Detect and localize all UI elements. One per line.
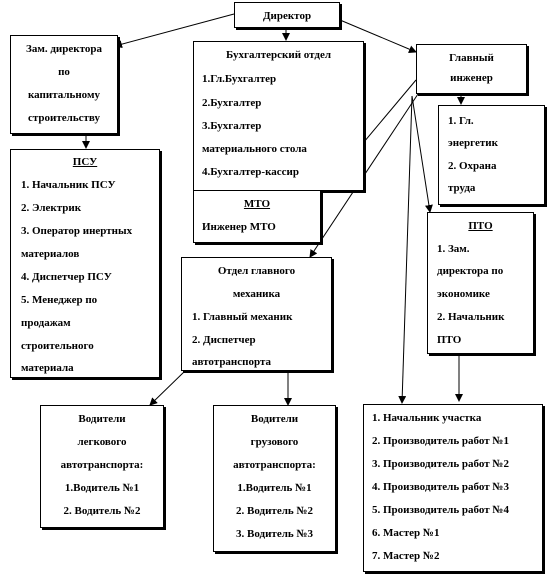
deputy-line-4: строительству <box>28 112 100 124</box>
mechanic-line-2: механика <box>232 288 281 300</box>
mto-box <box>193 190 321 243</box>
psu-item-5-cont-2: строительного <box>21 340 94 352</box>
drivers-light-box <box>40 405 164 528</box>
engineer-line-1: Главный <box>449 52 494 64</box>
light-line-2: легкового <box>77 436 127 448</box>
accounting-item-1: 1.Гл.Бухгалтер <box>202 73 277 85</box>
engineer-line-2: инженер <box>450 72 493 84</box>
energy-safety-box <box>438 105 545 205</box>
mechanic-line-1: Отдел главного <box>217 265 296 277</box>
site-item-6: 6. Мастер №1 <box>372 527 440 539</box>
psu-box <box>10 149 160 378</box>
deputy-line-3: капитальному <box>28 89 100 101</box>
energy-item-2-cont: труда <box>448 182 476 194</box>
director-title: Директор <box>262 10 312 22</box>
mechanic-item-1: 1. Главный механик <box>192 311 293 323</box>
psu-item-3: 3. Оператор инертных <box>21 225 133 237</box>
psu-item-5-cont-3: материала <box>21 362 74 374</box>
chief-engineer-box <box>416 44 527 94</box>
site-item-5: 5. Производитель работ №4 <box>372 504 509 516</box>
arrow-engineer-to-site <box>402 96 412 403</box>
light-item-2: 2. Водитель №2 <box>63 505 141 517</box>
site-item-3: 3. Производитель работ №2 <box>372 458 509 470</box>
arrow-engineer-to-pto <box>412 96 430 212</box>
mto-item-1: Инженер МТО <box>202 221 276 233</box>
site-item-1: 1. Начальник участка <box>372 412 482 424</box>
truck-item-2: 2. Водитель №2 <box>236 505 313 517</box>
light-item-1: 1.Водитель №1 <box>64 482 140 494</box>
mechanic-item-2-cont: автотранспорта <box>192 356 272 368</box>
truck-item-3: 3. Водитель №3 <box>236 528 313 540</box>
truck-line-1: Водители <box>250 413 299 425</box>
site-item-4: 4. Производитель работ №3 <box>372 481 509 493</box>
truck-line-3: автотранспорта: <box>233 459 316 471</box>
pto-item-1-cont-1: директора по <box>437 265 504 277</box>
mto-title: МТО <box>243 198 271 210</box>
psu-item-5-cont-1: продажам <box>21 317 71 329</box>
accounting-item-2: 2.Бухгалтер <box>202 97 262 109</box>
light-line-1: Водители <box>78 413 126 425</box>
light-line-3: автотранспорта: <box>60 459 144 471</box>
pto-item-1-cont-2: экономике <box>437 288 490 300</box>
psu-item-2: 2. Электрик <box>21 202 82 214</box>
accounting-title: Бухгалтерский отдел <box>225 49 332 61</box>
energy-item-2: 2. Охрана <box>448 160 497 172</box>
psu-item-5: 5. Менеджер по <box>21 294 98 306</box>
director-box <box>234 2 340 28</box>
site-item-2: 2. Производитель работ №1 <box>372 435 509 447</box>
pto-title: ПТО <box>468 220 493 232</box>
energy-item-1-cont: энергетик <box>448 137 498 149</box>
psu-item-1: 1. Начальник ПСУ <box>21 179 116 191</box>
accounting-item-4: 4.Бухгалтер-кассир <box>202 166 299 178</box>
deputy-capital-box <box>10 35 118 134</box>
site-box <box>363 404 543 572</box>
psu-item-3-cont: материалов <box>21 248 80 260</box>
pto-item-1: 1. Зам. <box>437 243 470 255</box>
energy-item-1: 1. Гл. <box>448 115 474 127</box>
accounting-item-3: 3.Бухгалтер <box>202 120 262 132</box>
pto-item-2-cont: ПТО <box>437 334 462 346</box>
pto-box <box>427 212 534 354</box>
deputy-line-1: Зам. директора <box>26 43 102 55</box>
accounting-item-3-cont: материального стола <box>202 143 307 155</box>
pto-item-2: 2. Начальник <box>437 311 505 323</box>
truck-line-2: грузового <box>250 436 299 448</box>
mechanic-item-2: 2. Диспетчер <box>192 334 256 346</box>
chief-mechanic-box <box>181 257 332 371</box>
accounting-box <box>193 41 364 191</box>
psu-item-4: 4. Диспетчер ПСУ <box>21 271 112 283</box>
truck-item-1: 1.Водитель №1 <box>237 482 312 494</box>
drivers-truck-box <box>213 405 336 552</box>
site-item-7: 7. Мастер №2 <box>372 550 440 562</box>
deputy-line-2: по <box>58 66 70 78</box>
psu-title: ПСУ <box>72 156 98 168</box>
